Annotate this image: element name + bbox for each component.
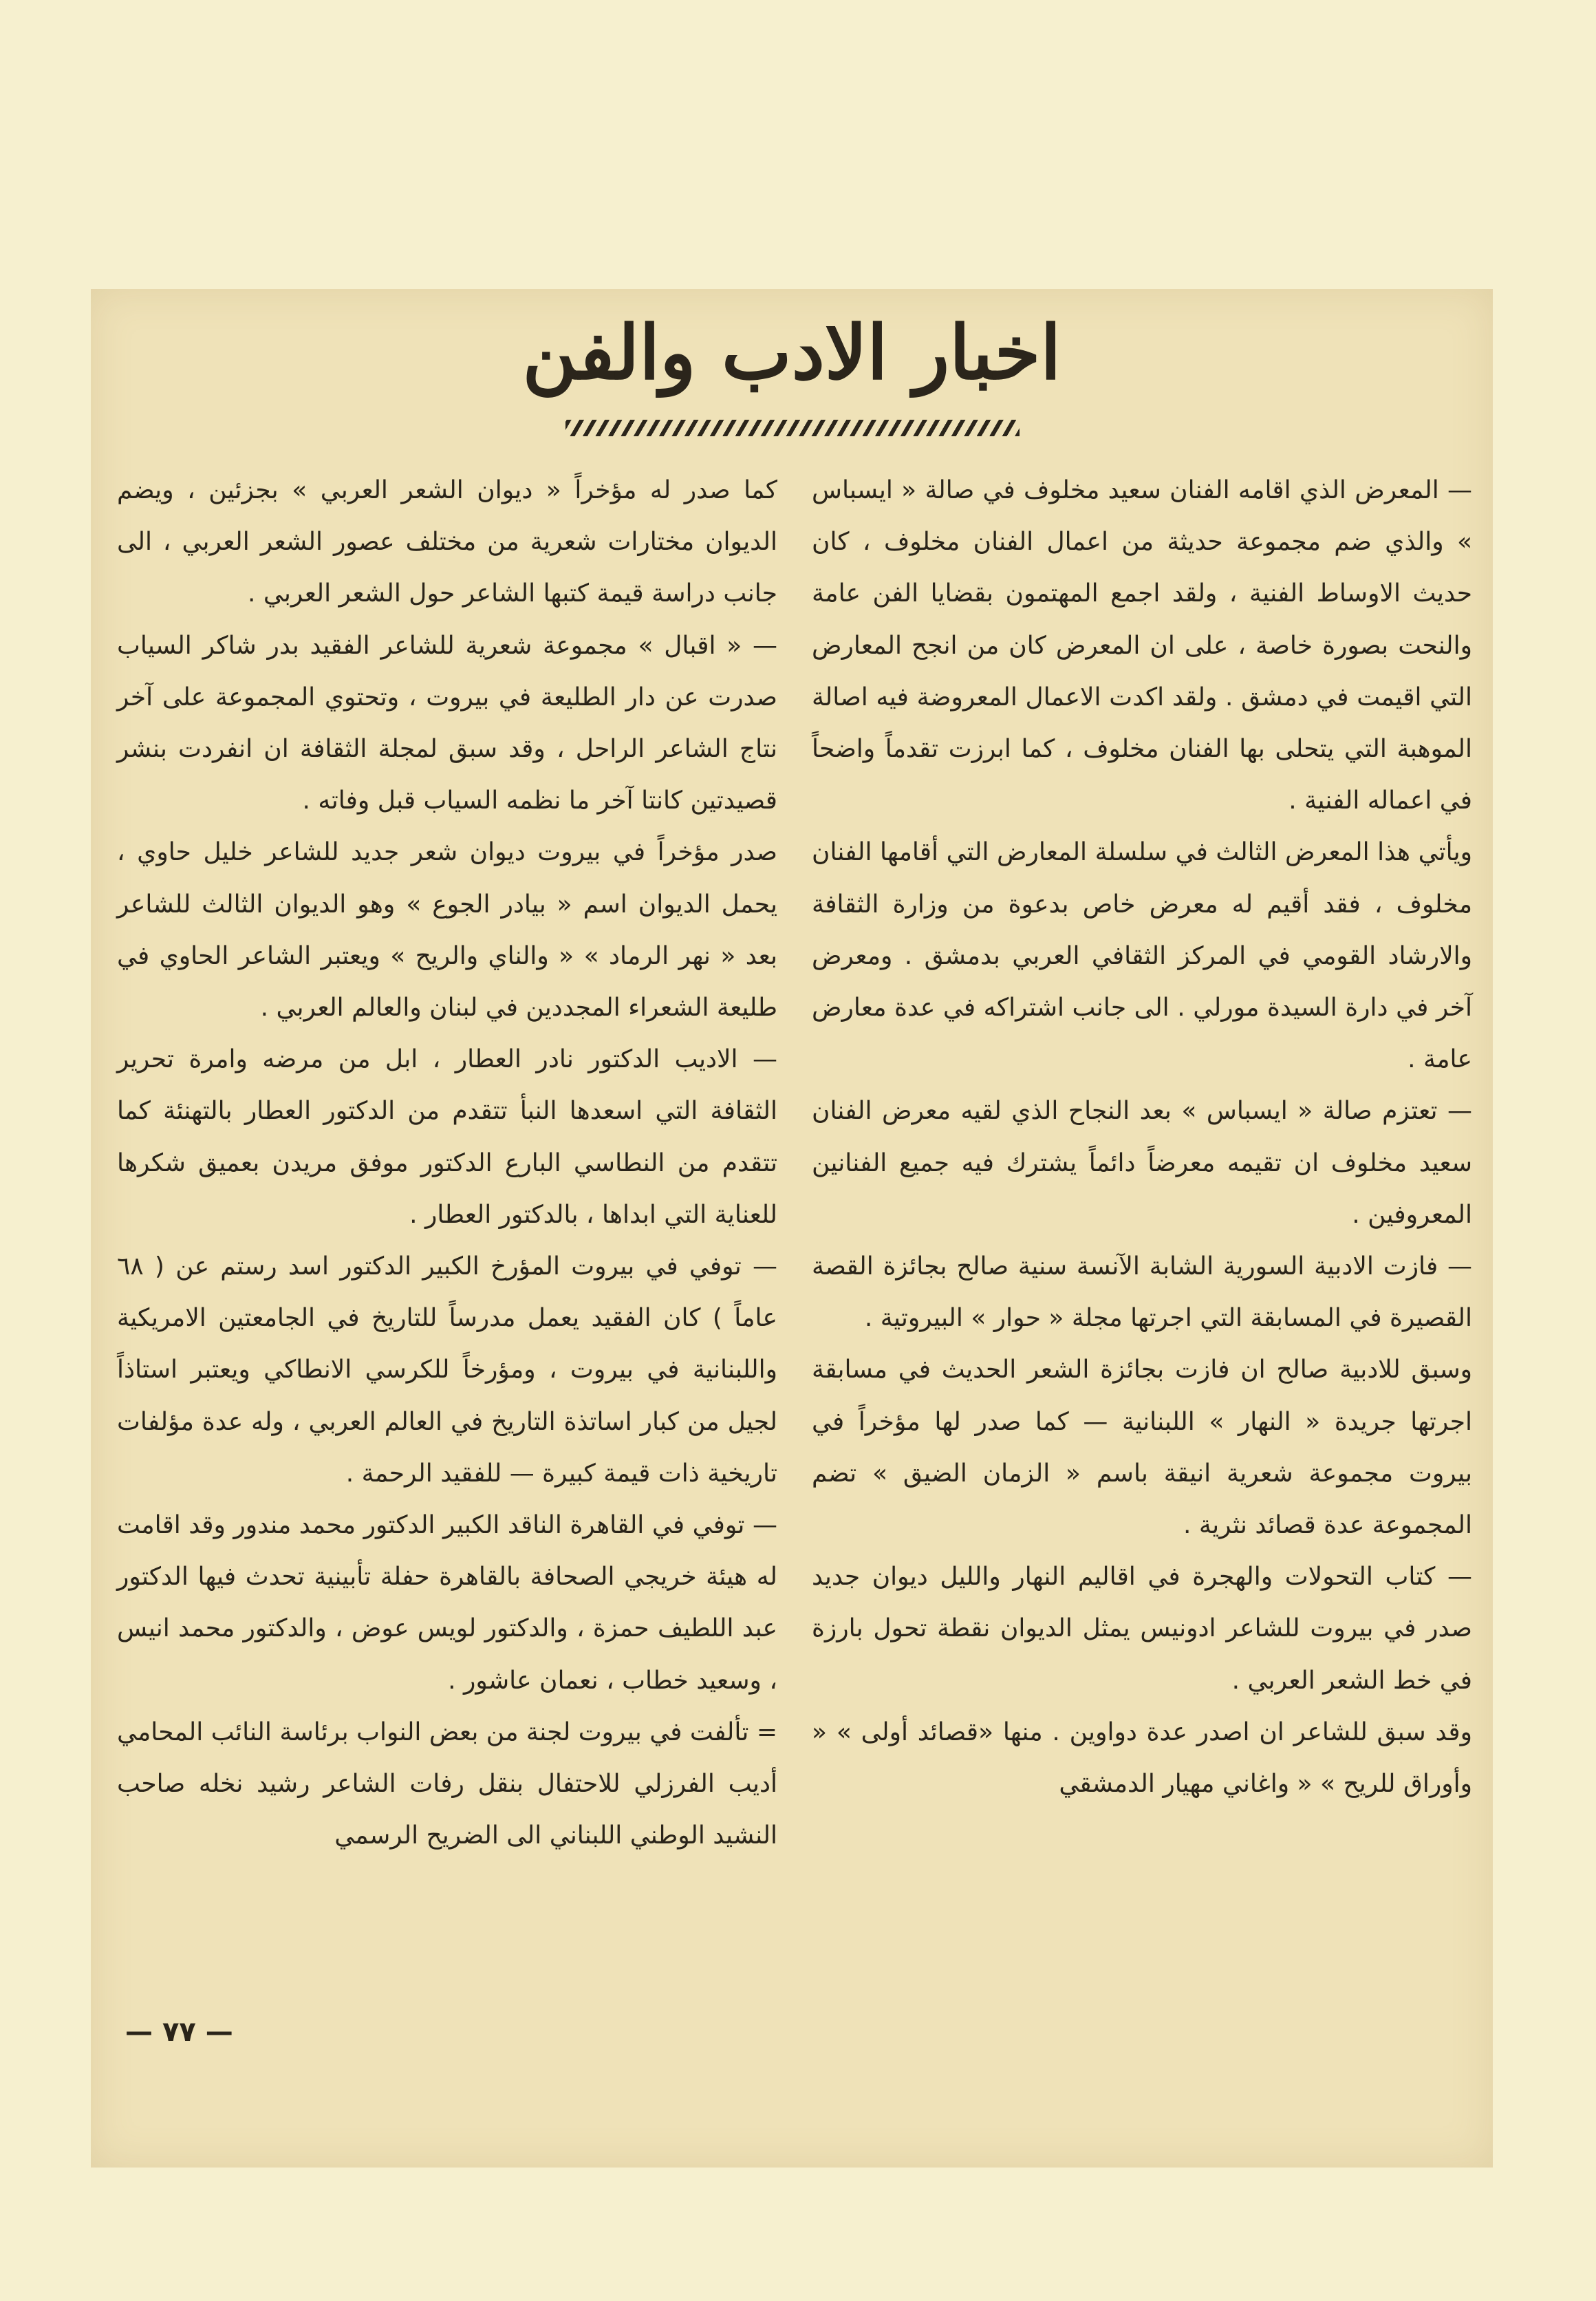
news-item: وسبق للادبية صالح ان فازت بجائزة الشعر الحديث في مسابقة اجرتها جريدة « النهار » اللبنانية — كما صدر لها مؤخراً في بيروت مجموعة شعرية انيقة باسم « الزمان الضيق » تضم المجموعة عدة قصائد نثرية .: [812, 1356, 1472, 1540]
news-item: ويأتي هذا المعرض الثالث في سلسلة المعارض التي أقامها الفنان مخلوف ، فقد أقيم له معرض خاص بدعوة من وزارة الثقافة والارشاد القومي في المركز الثقافي العربي بدمشق . ومعرض آخر في دارة السيدة مورلي . الى جانب اشتراكه في عدة معارض عامة .: [812, 838, 1472, 1074]
page-title: اخبار الادب والفن: [522, 310, 1061, 396]
news-item: — تعتزم صالة « ايسباس » بعد النجاح الذي لقيه معرض الفنان سعيد مخلوف ان تقيمه معرضاً دائماً يشترك فيه جميع الفنانين المعروفين .: [812, 1097, 1472, 1229]
left-column: [117, 464, 777, 1861]
news-item: — توفي في بيروت المؤرخ الكبير الدكتور اسد رستم عن ( ٦٨ عاماً ) كان الفقيد يعمل مدرساً للتاريخ في الجامعتين الامريكية واللبنانية في بيروت ، ومؤرخاً للكرسي الانطاكي ويعتبر استاذاً لجيل من كبار اساتذة التاريخ في العالم العربي ، وله عدة مؤلفات تاريخية ذات قيمة كبيرة — للفقيد الرحمة .: [117, 1252, 777, 1488]
news-item: — المعرض الذي اقامه الفنان سعيد مخلوف في صالة « ايسباس » والذي ضم مجموعة حديثة من اعمال الفنان مخلوف ، كان حديث الاوساط الفنية ، ولقد اجمع المهتمون بقضايا الفن عامة والنحت بصورة خاصة ، على ان المعرض كان من انجح المعارض التي اقيمت في دمشق . ولقد اكدت الاعمال المعروضة فيه اصالة الموهبة التي يتحلى بها الفنان مخلوف ، كما ابرزت تقدماً واضحاً في اعماله الفنية .: [812, 476, 1472, 815]
page-number: — ٧٧ —: [125, 2016, 233, 2048]
news-item: كما صدر له مؤخراً « ديوان الشعر العربي » بجزئين ، ويضم الديوان مختارات شعرية من مختلف عصور الشعر العربي ، الى جانب دراسة قيمة كتبها الشاعر حول الشعر العربي .: [117, 476, 777, 608]
news-item: — « اقبال » مجموعة شعرية للشاعر الفقيد بدر شاكر السياب صدرت عن دار الطليعة في بيروت ، وتحتوي المجموعة على آخر نتاج الشاعر الراحل ، وقد سبق لمجلة الثقافة ان انفردت بنشر قصيدتين كانتا آخر ما نظمه السياب قبل وفاته .: [117, 631, 777, 815]
magazine-page: [91, 289, 1493, 2168]
news-item: — الاديب الدكتور نادر العطار ، ابل من مرضه وامرة تحرير الثقافة التي اسعدها النبأ تتقدم من الدكتور العطار بالتهنئة كما تتقدم من النطاسي البارع الدكتور موفق مريدن بعميق شكرها للعناية التي ابداها ، بالدكتور العطار .: [117, 1045, 777, 1229]
news-item: وقد سبق للشاعر ان اصدر عدة دواوين . منها «قصائد أولى » « وأوراق للريح » « واغاني مهيار الدمشقي: [812, 1717, 1472, 1799]
title-ornament-divider: [565, 420, 1020, 436]
news-item: = تألفت في بيروت لجنة من بعض النواب برئاسة النائب المحامي أديب الفرزلي للاحتفال بنقل رفات الشاعر رشيد نخله صاحب النشيد الوطني اللبناني الى الضريح الرسمي: [116, 1717, 777, 1850]
news-item: — توفي في القاهرة الناقد الكبير الدكتور محمد مندور وقد اقامت له هيئة خريجي الصحافة بالقاهرة حفلة تأبينية تحدث فيها الدكتور عبد اللطيف حمزة ، والدكتور لويس عوض ، والدكتور محمد انيس ، وسعيد خطاب ، نعمان عاشور .: [117, 1511, 777, 1695]
news-item: — فازت الادبية السورية الشابة الآنسة سنية صالح بجائزة القصة القصيرة في المسابقة التي اجرتها مجلة « حوار » البيروتية .: [812, 1252, 1472, 1333]
news-item: صدر مؤخراً في بيروت ديوان شعر جديد للشاعر خليل حاوي ، يحمل الديوان اسم « بيادر الجوع » وهو الديوان الثالث للشاعر بعد « نهر الرماد » « والناي والريح » ويعتبر الشاعر الحاوي في طليعة الشعراء المجددين في لبنان والعالم العربي .: [117, 838, 777, 1023]
news-item: — كتاب التحولات والهجرة في اقاليم النهار والليل ديوان جديد صدر في بيروت للشاعر ادونيس يمثل الديوان نقطة تحول بارزة في خط الشعر العربي .: [812, 1563, 1472, 1695]
right-column: [812, 464, 1472, 1810]
